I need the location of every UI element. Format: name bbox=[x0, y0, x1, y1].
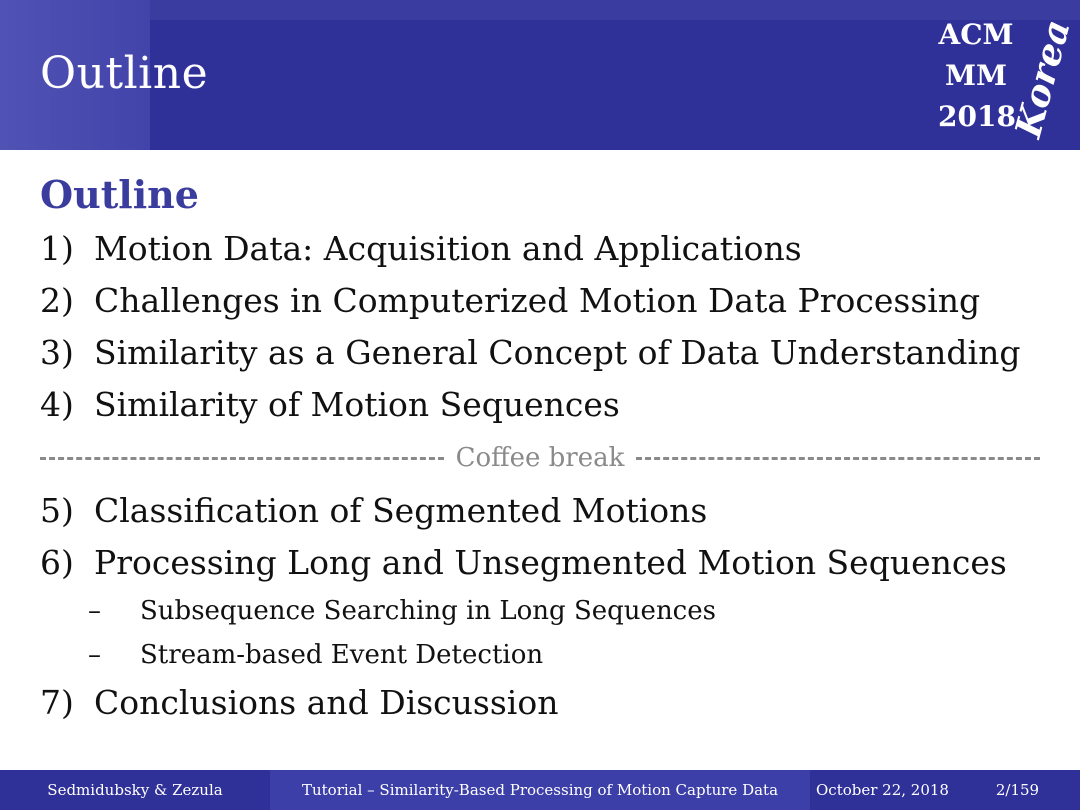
item-text: Motion Data: Acquisition and Applications bbox=[94, 229, 802, 268]
header-title: Outline bbox=[40, 48, 209, 99]
slide-footer bbox=[0, 770, 1080, 810]
logo-line-year: 2018 bbox=[938, 100, 1016, 133]
item-text: Challenges in Computerized Motion Data Processing bbox=[94, 281, 981, 320]
item-number: 3) bbox=[40, 333, 74, 372]
outline-item bbox=[40, 275, 1040, 327]
item-text: Classification of Segmented Motions bbox=[94, 491, 708, 530]
subitem-dash: – bbox=[88, 596, 101, 626]
outline-item bbox=[40, 485, 1040, 537]
outline-subitem bbox=[40, 589, 1040, 633]
footer-authors: Sedmidubsky & Zezula bbox=[0, 770, 270, 810]
section-title: Outline bbox=[40, 172, 199, 217]
logo-line-acm: ACM bbox=[938, 18, 1014, 51]
footer-tutorial-title: Tutorial – Similarity-Based Processing of Motion Capture Data bbox=[270, 770, 810, 810]
outline-item bbox=[40, 677, 1040, 729]
item-number: 7) bbox=[40, 683, 74, 722]
item-text: Conclusions and Discussion bbox=[94, 683, 559, 722]
outline-item bbox=[40, 223, 1040, 275]
divider-line-left bbox=[40, 457, 444, 460]
item-number: 2) bbox=[40, 281, 74, 320]
acm-mm-logo bbox=[930, 14, 1079, 142]
item-number: 5) bbox=[40, 491, 74, 530]
subitem-text: Stream-based Event Detection bbox=[140, 640, 544, 670]
subitem-text: Subsequence Searching in Long Sequences bbox=[140, 596, 716, 626]
coffee-break-divider bbox=[40, 433, 1040, 483]
logo-script-korea: Korea bbox=[1007, 15, 1079, 142]
footer-page-number: 2/159 bbox=[955, 770, 1080, 810]
item-text: Processing Long and Unsegmented Motion Sequences bbox=[94, 543, 1007, 582]
item-number: 6) bbox=[40, 543, 74, 582]
outline-item bbox=[40, 379, 1040, 431]
slide-content bbox=[40, 172, 1040, 729]
footer-date: October 22, 2018 bbox=[810, 770, 955, 810]
logo-line-mm: MM bbox=[945, 59, 1007, 92]
divider-line-right bbox=[636, 457, 1040, 460]
outline-item bbox=[40, 327, 1040, 379]
item-number: 4) bbox=[40, 385, 74, 424]
item-text: Similarity of Motion Sequences bbox=[94, 385, 620, 424]
outline-item bbox=[40, 537, 1040, 589]
outline-subitem bbox=[40, 633, 1040, 677]
slide-header bbox=[0, 0, 1080, 150]
item-number: 1) bbox=[40, 229, 74, 268]
subitem-dash: – bbox=[88, 640, 101, 670]
divider-label: Coffee break bbox=[455, 443, 625, 473]
item-text: Similarity as a General Concept of Data Understanding bbox=[94, 333, 1021, 372]
